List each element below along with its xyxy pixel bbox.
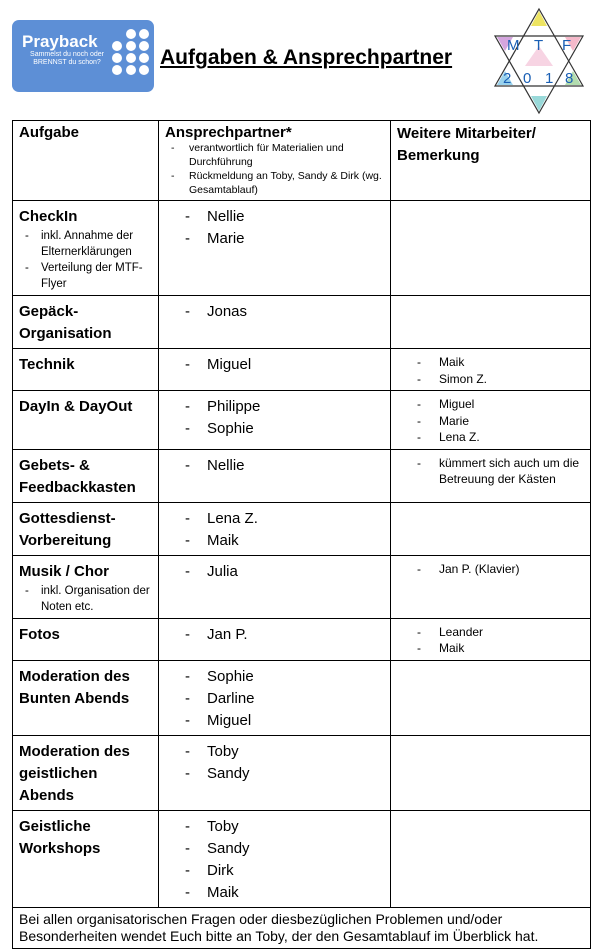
further-item: - Maik — [417, 640, 584, 657]
task-cell — [13, 555, 159, 618]
further-item: - Maik — [417, 354, 584, 371]
contact-cell — [159, 296, 391, 349]
contact-cell — [159, 391, 391, 450]
header-contact-label: Ansprechpartner* — [165, 124, 292, 141]
table-row — [13, 296, 591, 349]
further-list — [397, 624, 584, 657]
emblem-letter-t: T — [534, 37, 544, 54]
further-cell — [391, 735, 591, 810]
contact-cell — [159, 449, 391, 502]
task-name: Technik — [19, 356, 75, 373]
contact-name: - Maik — [185, 530, 384, 552]
contact-cell — [159, 502, 391, 555]
contact-cell — [159, 810, 391, 907]
further-list — [397, 354, 584, 387]
contact-list — [165, 624, 384, 646]
contact-name: - Sandy — [185, 838, 384, 860]
task-notes — [19, 228, 152, 292]
further-cell — [391, 660, 591, 735]
further-list — [397, 396, 584, 446]
contact-name: - Jan P. — [185, 624, 384, 646]
further-cell — [391, 349, 591, 391]
contact-name: - Sandy — [185, 763, 384, 785]
table-header-row — [13, 121, 591, 201]
task-name: Fotos — [19, 625, 60, 643]
task-cell — [13, 296, 159, 349]
header-contact — [159, 121, 391, 201]
further-cell — [391, 449, 591, 502]
task-cell — [13, 618, 159, 660]
contact-cell — [159, 618, 391, 660]
logo-brand: Prayback — [22, 32, 98, 51]
contact-cell — [159, 555, 391, 618]
further-cell — [391, 296, 591, 349]
emblem-digit-3: 1 — [545, 70, 554, 87]
emblem-letter-f: F — [562, 37, 572, 54]
prayback-logo — [12, 20, 154, 92]
page-title: Aufgaben & Ansprechpartner — [160, 46, 453, 69]
further-item: - kümmert sich auch um die Betreuung der Kästen — [417, 455, 584, 488]
contact-name: - Darline — [185, 688, 384, 710]
further-item: - Miguel — [417, 396, 584, 413]
task-name: Moderation des Bunten Abends — [19, 667, 130, 707]
task-name: Musik / Chor — [19, 562, 110, 580]
emblem-digit-4: 8 — [565, 70, 574, 87]
further-item: - Jan P. (Klavier) — [417, 561, 584, 578]
contact-name: - Nellie — [185, 206, 384, 228]
task-name: DayIn & DayOut — [19, 398, 133, 415]
further-list — [397, 561, 584, 578]
contact-list — [165, 741, 384, 785]
contact-name: - Marie — [185, 228, 384, 250]
contact-name: - Philippe — [185, 396, 384, 418]
contact-name: - Toby — [185, 816, 384, 838]
contact-name: - Miguel — [185, 354, 384, 376]
table-row — [13, 449, 591, 502]
emblem-letter-m: M — [507, 37, 520, 54]
contact-cell — [159, 660, 391, 735]
contact-list — [165, 396, 384, 440]
contact-name: - Sophie — [185, 418, 384, 440]
contact-name: - Sophie — [185, 666, 384, 688]
further-item: - Leander — [417, 624, 584, 641]
further-item: - Lena Z. — [417, 429, 584, 446]
task-cell — [13, 735, 159, 810]
task-cell — [13, 391, 159, 450]
table-row — [13, 391, 591, 450]
task-note: - inkl. Organisation der Noten etc. — [23, 583, 152, 615]
contact-list — [165, 455, 384, 477]
table-row — [13, 502, 591, 555]
task-name: Moderation des geistlichen Abends — [19, 742, 130, 804]
header-further: Weitere Mitarbeiter/ Bemerkung — [391, 121, 591, 201]
header-contact-note: - Rückmeldung an Toby, Sandy & Dirk (wg. Gesamtablauf) — [169, 169, 384, 197]
contact-name: - Maik — [185, 882, 384, 904]
task-table — [12, 120, 591, 949]
further-cell — [391, 618, 591, 660]
task-note: - inkl. Annahme der Elternerklärungen — [23, 228, 152, 260]
further-item: - Marie — [417, 413, 584, 430]
task-name: Gebets- & Feedbackkasten — [19, 456, 136, 496]
contact-cell — [159, 735, 391, 810]
task-name: Gepäck-Organisation — [19, 303, 112, 342]
table-body — [13, 201, 591, 908]
contact-name: - Miguel — [185, 710, 384, 732]
table-row — [13, 618, 591, 660]
contact-list — [165, 816, 384, 904]
contact-list — [165, 206, 384, 250]
dot-grid-icon — [112, 29, 152, 85]
task-cell — [13, 660, 159, 735]
mtf-2018-emblem — [489, 6, 589, 116]
contact-list — [165, 666, 384, 732]
table-row — [13, 810, 591, 907]
task-notes — [19, 583, 152, 615]
task-cell — [13, 201, 159, 296]
contact-name: - Jonas — [185, 301, 384, 323]
task-cell — [13, 349, 159, 391]
task-name: Geistliche Workshops — [19, 817, 101, 857]
task-name: CheckIn — [19, 208, 78, 225]
task-note: - Verteilung der MTF-Flyer — [23, 260, 152, 292]
contact-list — [165, 301, 384, 323]
contact-name: - Julia — [185, 561, 384, 583]
table-row — [13, 349, 591, 391]
further-cell — [391, 810, 591, 907]
contact-list — [165, 561, 384, 583]
task-name: Gottesdienst-Vorbereitung — [19, 509, 116, 549]
footer-note: Bei allen organisatorischen Fragen oder diesbezüglichen Problemen und/oder Besonderheiten wendet Euch bitte an Toby, der den Gesamtablauf im Überblick hat. — [13, 907, 591, 948]
further-list — [397, 455, 584, 488]
header-task: Aufgabe — [13, 121, 159, 201]
emblem-digit-2: 0 — [523, 70, 532, 87]
further-cell — [391, 201, 591, 296]
contact-name: - Dirk — [185, 860, 384, 882]
further-cell — [391, 555, 591, 618]
header-contact-note: - verantwortlich für Materialien und Durchführung — [169, 141, 384, 169]
further-cell — [391, 502, 591, 555]
task-cell — [13, 449, 159, 502]
emblem-digit-1: 2 — [503, 70, 512, 87]
table-row — [13, 660, 591, 735]
contact-cell — [159, 349, 391, 391]
further-item: - Simon Z. — [417, 371, 584, 388]
logo-tagline: Sammelst du noch oder BRENNST du schon? — [30, 51, 104, 66]
footer-row — [13, 907, 591, 948]
contact-name: - Nellie — [185, 455, 384, 477]
contact-cell — [159, 201, 391, 296]
contact-name: - Toby — [185, 741, 384, 763]
header-contact-notes — [165, 141, 384, 197]
contact-name: - Lena Z. — [185, 508, 384, 530]
table-row — [13, 201, 591, 296]
contact-list — [165, 354, 384, 376]
task-cell — [13, 502, 159, 555]
contact-list — [165, 508, 384, 552]
table-row — [13, 735, 591, 810]
further-cell — [391, 391, 591, 450]
task-cell — [13, 810, 159, 907]
table-row — [13, 555, 591, 618]
